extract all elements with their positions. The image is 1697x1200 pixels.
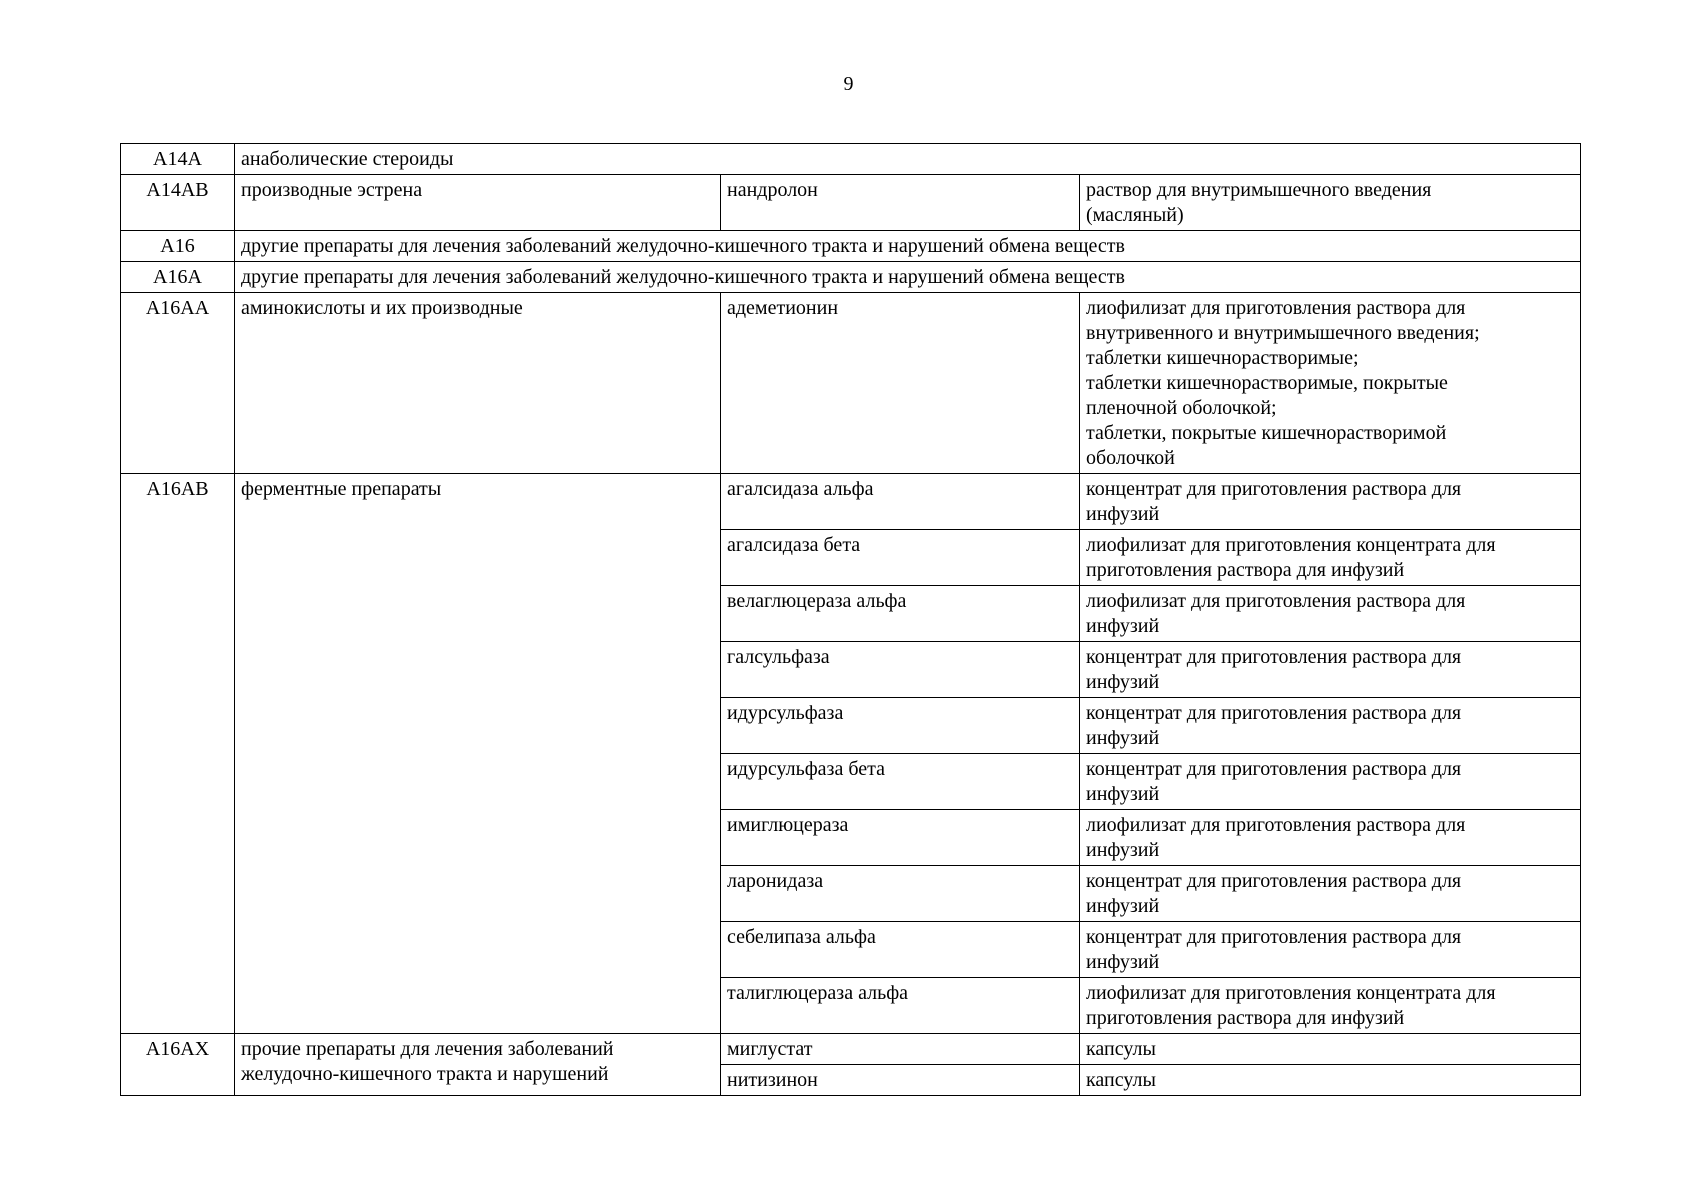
dosage-form-cell: концентрат для приготовления раствора для инфузий <box>1080 698 1581 754</box>
dosage-form-cell: лиофилизат для приготовления раствора для инфузий <box>1080 586 1581 642</box>
dosage-form-cell: лиофилизат для приготовления концентрата для приготовления раствора для инфузий <box>1080 530 1581 586</box>
drug-name-cell: ларонидаза <box>721 866 1080 922</box>
drug-name-cell: идурсульфаза бета <box>721 754 1080 810</box>
atc-code-cell: А16АВ <box>121 474 235 1034</box>
drug-name-cell: идурсульфаза <box>721 698 1080 754</box>
atc-code-cell: А14А <box>121 144 235 175</box>
drug-name-cell: агалсидаза бета <box>721 530 1080 586</box>
drug-name-cell: нандролон <box>721 175 1080 231</box>
dosage-form-cell: капсулы <box>1080 1034 1581 1065</box>
dosage-form-cell: лиофилизат для приготовления концентрата для приготовления раствора для инфузий <box>1080 978 1581 1034</box>
table-row <box>121 175 1581 231</box>
atc-code-cell: А16АА <box>121 293 235 474</box>
drug-name-cell: имиглюцераза <box>721 810 1080 866</box>
dosage-form-cell: концентрат для приготовления раствора для инфузий <box>1080 754 1581 810</box>
drug-list-table <box>120 143 1581 1096</box>
atc-group-cell: анаболические стероиды <box>235 144 1581 175</box>
table-row <box>121 474 1581 530</box>
drug-name-cell: галсульфаза <box>721 642 1080 698</box>
atc-group-cell: ферментные препараты <box>235 474 721 1034</box>
dosage-form-cell: раствор для внутримышечного введения (масляный) <box>1080 175 1581 231</box>
table-row <box>121 144 1581 175</box>
table-row <box>121 1034 1581 1065</box>
drug-name-cell: велаглюцераза альфа <box>721 586 1080 642</box>
atc-code-cell: А16АХ <box>121 1034 235 1096</box>
atc-code-cell: А16А <box>121 262 235 293</box>
table-row <box>121 231 1581 262</box>
atc-group-cell: другие препараты для лечения заболеваний желудочно-кишечного тракта и нарушений обмена веществ <box>235 231 1581 262</box>
atc-group-cell: прочие препараты для лечения заболеваний желудочно-кишечного тракта и нарушений <box>235 1034 721 1096</box>
drug-name-cell: адеметионин <box>721 293 1080 474</box>
table-row <box>121 262 1581 293</box>
atc-group-cell: производные эстрена <box>235 175 721 231</box>
atc-group-cell: другие препараты для лечения заболеваний желудочно-кишечного тракта и нарушений обмена веществ <box>235 262 1581 293</box>
drug-name-cell: миглустат <box>721 1034 1080 1065</box>
drug-name-cell: нитизинон <box>721 1065 1080 1096</box>
atc-code-cell: А14АВ <box>121 175 235 231</box>
atc-group-cell: аминокислоты и их производные <box>235 293 721 474</box>
dosage-form-cell: концентрат для приготовления раствора для инфузий <box>1080 642 1581 698</box>
dosage-form-cell: концентрат для приготовления раствора для инфузий <box>1080 922 1581 978</box>
dosage-form-cell: концентрат для приготовления раствора для инфузий <box>1080 866 1581 922</box>
dosage-form-cell: лиофилизат для приготовления раствора для инфузий <box>1080 810 1581 866</box>
page-number: 9 <box>843 73 854 95</box>
dosage-form-cell: концентрат для приготовления раствора для инфузий <box>1080 474 1581 530</box>
drug-name-cell: талиглюцераза альфа <box>721 978 1080 1034</box>
drug-name-cell: агалсидаза альфа <box>721 474 1080 530</box>
dosage-form-cell: лиофилизат для приготовления раствора для внутривенного и внутримышечного введения; таблетки кишечнорастворимые; таблетки кишечнорастворимые, покрытые пленочной оболочкой; таблетки, покрытые кишечнорастворимой оболочкой <box>1080 293 1581 474</box>
dosage-form-cell: капсулы <box>1080 1065 1581 1096</box>
atc-code-cell: А16 <box>121 231 235 262</box>
drug-name-cell: себелипаза альфа <box>721 922 1080 978</box>
table-row <box>121 293 1581 474</box>
